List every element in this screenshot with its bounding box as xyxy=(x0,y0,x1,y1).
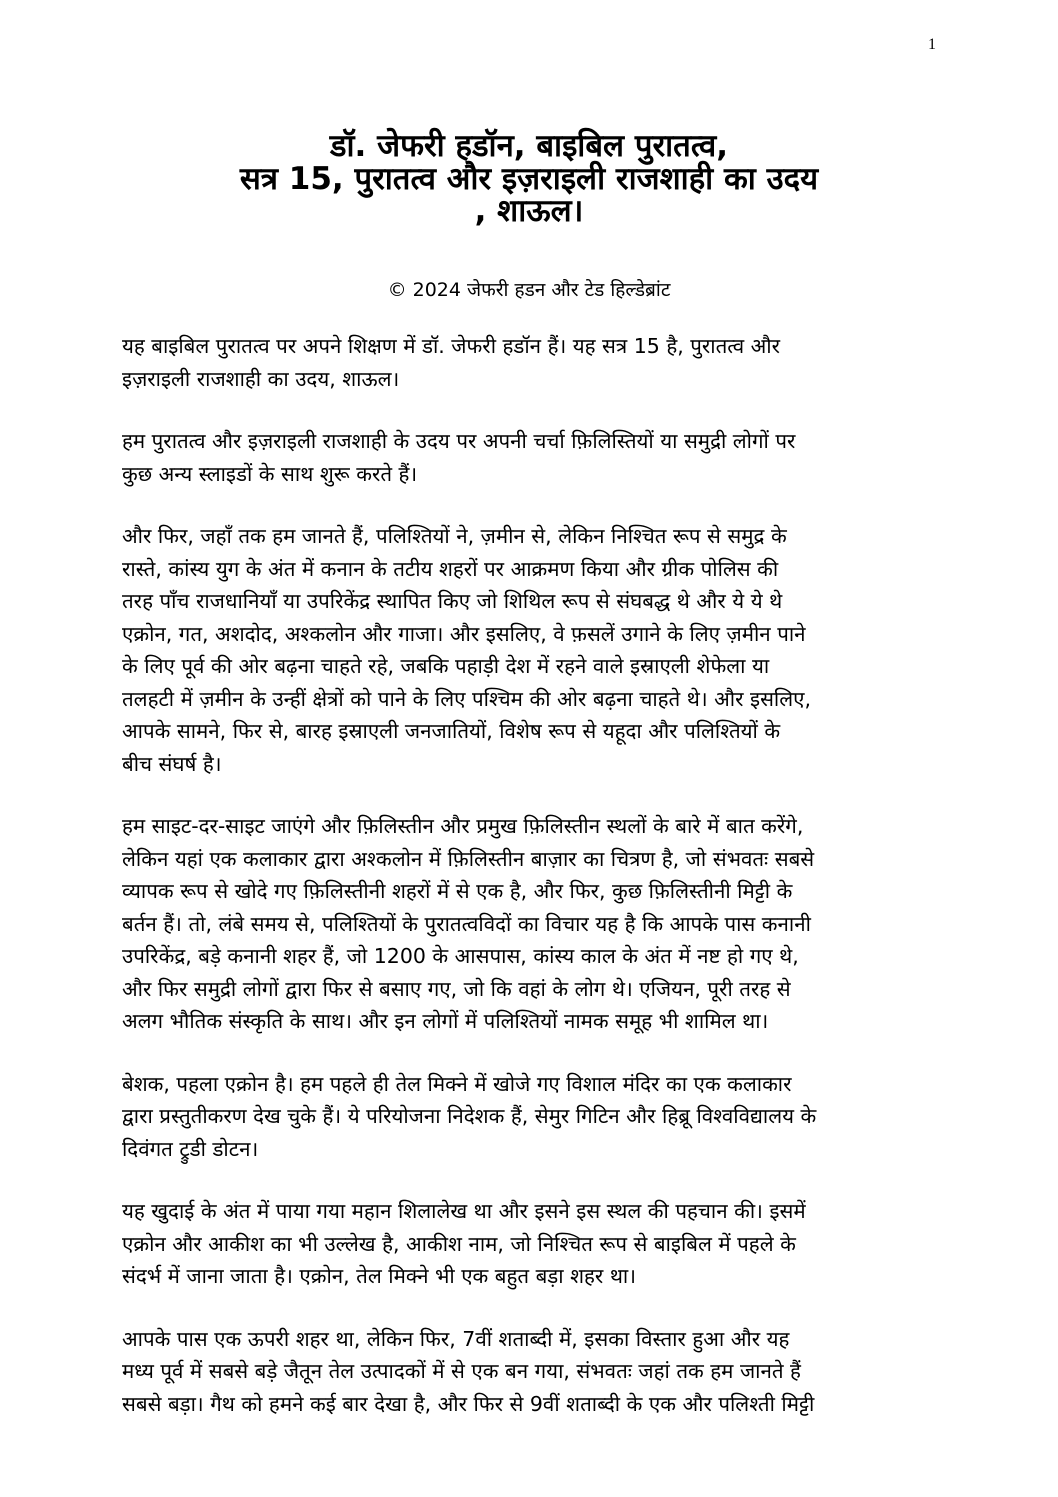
paragraph xyxy=(122,1068,942,1166)
paragraph-line: लेकिन यहां एक कलाकार द्वारा अश्कलोन में फ़िलिस्तीन बाज़ार का चित्रण है, जो संभवतः सबसे xyxy=(122,846,815,871)
paragraph-line: एक्रोन और आकीश का भी उल्लेख है, आकीश नाम, जो निश्चित रूप से बाइबिल में पहले के xyxy=(122,1231,796,1256)
paragraph-line: बीच संघर्ष है। xyxy=(122,751,222,776)
paragraph-line: के लिए पूर्व की ओर बढ़ना चाहते रहे, जबकि पहाड़ी देश में रहने वाले इस्राएली शेफेला या xyxy=(122,654,770,678)
paragraph-line: द्वारा प्रस्तुतीकरण देख चुके हैं। ये परियोजना निदेशक हैं, सेमुर गिटिन और हिब्रू विश्वविद्यालय के xyxy=(122,1104,817,1128)
title-line: , शाऊल। xyxy=(474,193,584,229)
paragraph-line: व्यापक रूप से खोदे गए फ़िलिस्तीनी शहरों में से एक है, और फिर, कुछ फ़िलिस्तीनी मिट्टी के xyxy=(122,879,793,903)
paragraph-line: इज़राइली राजशाही का उदय, शाऊल। xyxy=(122,366,400,391)
paragraph-line: बर्तन हैं। तो, लंबे समय से, पलिश्तियों के पुरातत्वविदों का विचार यह है कि आपके पास कनानी xyxy=(122,911,811,936)
paragraph xyxy=(122,425,942,490)
paragraph-line: और फिर समुद्री लोगों द्वारा फिर से बसाए गए, जो कि वहां के लोग थे। एजियन, पूरी तरह से xyxy=(122,976,791,1001)
paragraph-line: दिवंगत ट्रुडी डोटन। xyxy=(122,1136,259,1161)
paragraph-line: सबसे बड़ा। गैथ को हमने कई बार देखा है, और फिर से 9वीं शताब्दी के एक और पलिश्ती मिट्टी xyxy=(122,1391,815,1416)
paragraph-line: अलग भौतिक संस्कृति के साथ। और इन लोगों में पलिश्तियों नामक समूह भी शामिल था। xyxy=(122,1009,769,1033)
paragraph xyxy=(122,810,942,1038)
paragraph-line: यह बाइबिल पुरातत्व पर अपने शिक्षण में डॉ. जेफरी हडॉन हैं। यह सत्र 15 है, पुरातत्व और xyxy=(122,334,780,358)
document-title xyxy=(0,130,1058,228)
copyright-line: © 2024 जेफरी हडन और टेड हिल्डेब्रांट xyxy=(387,279,671,301)
title-line: सत्र 15, पुरातत्व और इज़राइली राजशाही का उदय xyxy=(239,160,819,197)
paragraph-line: आपके पास एक ऊपरी शहर था, लेकिन फिर, 7वीं शताब्दी में, इसका विस्तार हुआ और यह xyxy=(122,1326,790,1351)
paragraph-line: हम साइट-दर-साइट जाएंगे और फ़िलिस्तीन और प्रमुख फ़िलिस्तीन स्थलों के बारे में बात करेंगे, xyxy=(122,814,804,838)
paragraph-line: तरह पाँच राजधानियाँ या उपरिकेंद्र स्थापित किए जो शिथिल रूप से संघबद्ध थे और ये ये थे xyxy=(122,589,783,613)
paragraph-line: एक्रोन, गत, अशदोद, अश्कलोन और गाजा। और इसलिए, वे फ़सलें उगाने के लिए ज़मीन पाने xyxy=(122,621,806,646)
paragraph-line: बेशक, पहला एक्रोन है। हम पहले ही तेल मिक्ने में खोजे गए विशाल मंदिर का एक कलाकार xyxy=(122,1071,792,1096)
paragraph-line: यह खुदाई के अंत में पाया गया महान शिलालेख था और इसने इस स्थल की पहचान की। इसमें xyxy=(122,1199,806,1223)
paragraph-line: हम पुरातत्व और इज़राइली राजशाही के उदय पर अपनी चर्चा फ़िलिस्तियों या समुद्री लोगों पर xyxy=(122,429,796,453)
paragraph-line: आपके सामने, फिर से, बारह इस्राएली जनजातियों, विशेष रूप से यहूदा और पलिश्तियों के xyxy=(122,719,781,743)
paragraph-line: मध्य पूर्व में सबसे बड़े जैतून तेल उत्पादकों में से एक बन गया, संभवतः जहां तक हम जानते हैं xyxy=(122,1359,801,1383)
paragraph-line: संदर्भ में जाना जाता है। एक्रोन, तेल मिक्ने भी एक बहुत बड़ा शहर था। xyxy=(122,1264,636,1288)
paragraph xyxy=(122,520,942,780)
paragraph xyxy=(122,1323,942,1421)
paragraph-line: और फिर, जहाँ तक हम जानते हैं, पलिश्तियों ने, ज़मीन से, लेकिन निश्चित रूप से समुद्र के xyxy=(122,524,787,548)
document-body xyxy=(122,330,942,1450)
title-line: डॉ. जेफरी हडॉन, बाइबिल पुरातत्व, xyxy=(329,128,729,164)
paragraph xyxy=(122,330,942,395)
paragraph-line: तलहटी में ज़मीन के उन्हीं क्षेत्रों को पाने के लिए पश्चिम की ओर बढ़ना चाहते थे। और इसलिए, xyxy=(122,686,811,711)
paragraph xyxy=(122,1195,942,1293)
paragraph-line: रास्ते, कांस्य युग के अंत में कनान के तटीय शहरों पर आक्रमण किया और ग्रीक पोलिस की xyxy=(122,556,779,581)
page-number: 1 xyxy=(928,36,936,53)
paragraph-line: उपरिकेंद्र, बड़े कनानी शहर हैं, जो 1200 के आसपास, कांस्य काल के अंत में नष्ट हो गए थे, xyxy=(122,944,799,968)
paragraph-line: कुछ अन्य स्लाइडों के साथ शुरू करते हैं। xyxy=(122,461,418,486)
